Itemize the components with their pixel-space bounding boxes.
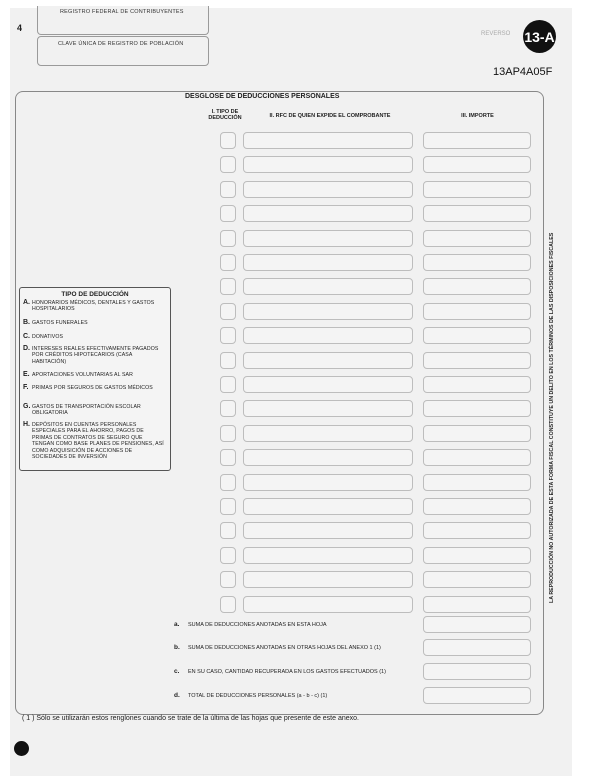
tipo-input[interactable] bbox=[220, 254, 236, 271]
suma-c-label: EN SU CASO, CANTIDAD RECUPERADA EN LOS GASTOS EFECTUADOS (1) bbox=[188, 669, 386, 675]
legend-letter: G. bbox=[23, 403, 31, 410]
tipo-deduccion-legend bbox=[19, 287, 171, 471]
legend-title: TIPO DE DEDUCCIÓN bbox=[61, 291, 129, 298]
section-title: DESGLOSE DE DEDUCCIONES PERSONALES bbox=[185, 93, 340, 100]
form-badge: 13-A bbox=[523, 20, 556, 53]
importe-input[interactable] bbox=[423, 352, 531, 369]
rfc-input[interactable] bbox=[243, 571, 413, 588]
rfc-field[interactable] bbox=[37, 6, 209, 35]
tipo-input[interactable] bbox=[220, 596, 236, 613]
legend-text: PRIMAS POR SEGUROS DE GASTOS MÉDICOS bbox=[32, 385, 153, 391]
legend-letter: A. bbox=[23, 299, 30, 306]
tipo-input[interactable] bbox=[220, 376, 236, 393]
legend-text: DEPÓSITOS EN CUENTAS PERSONALES ESPECIALES PARA EL AHORRO, PAGOS DE PRIMAS DE CONTRATOS DE SEGURO QUE TENGAN COMO BASE PLANES DE PENSIONES, ASÍ COMO ADQUISICIÓN DE ACCIONES DE SOCIEDADES DE INVERSIÓN bbox=[32, 422, 164, 461]
col-rfc-header: II. RFC DE QUIEN EXPIDE EL COMPROBANTE bbox=[269, 113, 391, 119]
importe-input[interactable] bbox=[423, 278, 531, 295]
importe-input[interactable] bbox=[423, 449, 531, 466]
legend-letter: E. bbox=[23, 371, 30, 378]
legend-letter: H. bbox=[23, 421, 30, 428]
suma-c-letter: c. bbox=[174, 668, 180, 675]
tipo-input[interactable] bbox=[220, 547, 236, 564]
rfc-input[interactable] bbox=[243, 376, 413, 393]
importe-input[interactable] bbox=[423, 327, 531, 344]
importe-input[interactable] bbox=[423, 376, 531, 393]
tipo-input[interactable] bbox=[220, 352, 236, 369]
legend-letter: B. bbox=[23, 319, 30, 326]
rfc-input[interactable] bbox=[243, 278, 413, 295]
tipo-input[interactable] bbox=[220, 230, 236, 247]
suma-a-input[interactable] bbox=[423, 616, 531, 633]
rfc-input[interactable] bbox=[243, 596, 413, 613]
legend-letter: F. bbox=[23, 384, 29, 391]
suma-a-letter: a. bbox=[174, 621, 180, 628]
importe-input[interactable] bbox=[423, 156, 531, 173]
importe-input[interactable] bbox=[423, 474, 531, 491]
tipo-input[interactable] bbox=[220, 571, 236, 588]
legend-text: HONORARIOS MÉDICOS, DENTALES Y GASTOS HOSPITALARIOS bbox=[32, 300, 155, 313]
rfc-input[interactable] bbox=[243, 498, 413, 515]
rfc-input[interactable] bbox=[243, 449, 413, 466]
tipo-input[interactable] bbox=[220, 181, 236, 198]
suma-a-label: SUMA DE DEDUCCIONES ANOTADAS EN ESTA HOJA bbox=[188, 622, 327, 628]
rfc-input[interactable] bbox=[243, 352, 413, 369]
importe-input[interactable] bbox=[423, 254, 531, 271]
tipo-input[interactable] bbox=[220, 449, 236, 466]
importe-input[interactable] bbox=[423, 400, 531, 417]
importe-input[interactable] bbox=[423, 596, 531, 613]
form-code: 13AP4A05F bbox=[493, 66, 553, 78]
legend-letter: C. bbox=[23, 333, 30, 340]
importe-input[interactable] bbox=[423, 498, 531, 515]
tipo-input[interactable] bbox=[220, 327, 236, 344]
tipo-input[interactable] bbox=[220, 278, 236, 295]
rfc-input[interactable] bbox=[243, 132, 413, 149]
importe-input[interactable] bbox=[423, 425, 531, 442]
suma-d-input[interactable] bbox=[423, 687, 531, 704]
tipo-input[interactable] bbox=[220, 498, 236, 515]
rfc-input[interactable] bbox=[243, 156, 413, 173]
tipo-input[interactable] bbox=[220, 303, 236, 320]
legal-notice: LA REPRODUCCIÓN NO AUTORIZADA DE ESTA FORMA FISCAL CONSTITUYE UN DELITO EN LOS TÉRMINOS DE LAS DISPOSICIONES FISCALES bbox=[549, 232, 555, 603]
suma-b-letter: b. bbox=[174, 644, 180, 651]
legend-text: INTERESES REALES EFECTIVAMENTE PAGADOS POR CRÉDITOS HIPOTECARIOS (CASA HABITACIÓN) bbox=[32, 346, 159, 365]
registration-mark bbox=[14, 741, 29, 756]
tipo-input[interactable] bbox=[220, 132, 236, 149]
suma-b-label: SUMA DE DEDUCCIONES ANOTADAS EN OTRAS HOJAS DEL ANEXO 1 (1) bbox=[188, 645, 381, 651]
tipo-input[interactable] bbox=[220, 474, 236, 491]
importe-input[interactable] bbox=[423, 303, 531, 320]
rfc-input[interactable] bbox=[243, 425, 413, 442]
importe-input[interactable] bbox=[423, 522, 531, 539]
tipo-input[interactable] bbox=[220, 425, 236, 442]
importe-input[interactable] bbox=[423, 230, 531, 247]
importe-input[interactable] bbox=[423, 571, 531, 588]
tipo-input[interactable] bbox=[220, 400, 236, 417]
suma-b-input[interactable] bbox=[423, 639, 531, 656]
tipo-input[interactable] bbox=[220, 156, 236, 173]
rfc-input[interactable] bbox=[243, 254, 413, 271]
legend-text: APORTACIONES VOLUNTARIAS AL SAR bbox=[32, 372, 133, 378]
importe-input[interactable] bbox=[423, 205, 531, 222]
suma-d-label: TOTAL DE DEDUCCIONES PERSONALES (a - b - c) (1) bbox=[188, 693, 328, 699]
col-tipo-header: I. TIPO DE DEDUCCIÓN bbox=[208, 109, 242, 121]
rfc-input[interactable] bbox=[243, 181, 413, 198]
legend-text: GASTOS FUNERALES bbox=[32, 320, 88, 326]
rfc-input[interactable] bbox=[243, 327, 413, 344]
rfc-input[interactable] bbox=[243, 474, 413, 491]
reverso-label: REVERSO bbox=[481, 31, 511, 37]
tipo-input[interactable] bbox=[220, 205, 236, 222]
importe-input[interactable] bbox=[423, 547, 531, 564]
rfc-input[interactable] bbox=[243, 522, 413, 539]
importe-input[interactable] bbox=[423, 132, 531, 149]
page-number: 4 bbox=[17, 23, 23, 33]
rfc-input[interactable] bbox=[243, 230, 413, 247]
legend-text: GASTOS DE TRANSPORTACIÓN ESCOLAR OBLIGATORIA bbox=[32, 404, 141, 417]
rfc-input[interactable] bbox=[243, 303, 413, 320]
suma-c-input[interactable] bbox=[423, 663, 531, 680]
curp-label: CLAVE ÚNICA DE REGISTRO DE POBLACIÓN bbox=[58, 41, 184, 47]
rfc-input[interactable] bbox=[243, 400, 413, 417]
col-importe-header: III. IMPORTE bbox=[461, 113, 494, 119]
rfc-label: REGISTRO FEDERAL DE CONTRIBUYENTES bbox=[60, 9, 184, 15]
footnote: ( 1 ) Sólo se utilizarán estos renglones cuando se trate de la última de las hojas que presente de este anexo. bbox=[22, 715, 359, 722]
legend-text: DONATIVOS bbox=[32, 334, 64, 340]
suma-d-letter: d. bbox=[174, 692, 180, 699]
importe-input[interactable] bbox=[423, 181, 531, 198]
curp-field[interactable] bbox=[37, 36, 209, 66]
tipo-input[interactable] bbox=[220, 522, 236, 539]
legend-letter: D. bbox=[23, 345, 30, 352]
rfc-input[interactable] bbox=[243, 205, 413, 222]
rfc-input[interactable] bbox=[243, 547, 413, 564]
